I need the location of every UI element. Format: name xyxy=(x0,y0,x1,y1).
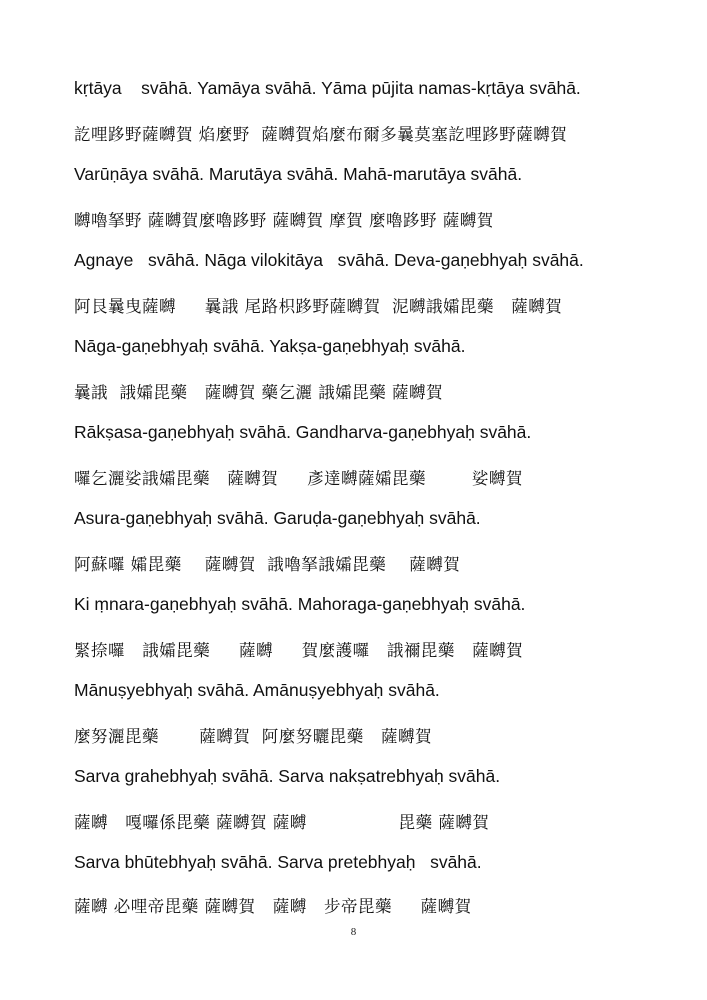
text-line-chinese: 薩嚩 必哩帝毘藥 薩嚩賀 薩嚩 步帝毘藥 薩嚩賀 xyxy=(74,897,472,916)
text-line-chinese: 薩嚩 嘎囉係毘藥 薩嚩賀 薩嚩 毘藥 薩嚩賀 xyxy=(74,813,490,832)
text-line-romanized: Rākṣasa-gaṇebhyaḥ svāhā. Gandharva-gaṇebhyaḥ svāhā. xyxy=(74,422,532,442)
text-line-chinese: 嚩嚕拏野 薩嚩賀麼嚕跢野 薩嚩賀 摩賀 麼嚕跢野 薩嚩賀 xyxy=(74,211,494,230)
text-line-romanized: Agnaye svāhā. Nāga vilokitāya svāhā. Deva-gaṇebhyaḥ svāhā. xyxy=(74,250,584,270)
text-line-chinese: 訖哩跢野薩嚩賀 焰麼野 薩嚩賀焰麼布爾多曩莫塞訖哩跢野薩嚩賀 xyxy=(74,125,568,144)
text-line-chinese: 阿蘇囉 孀毘藥 薩嚩賀 誐嚕拏誐孀毘藥 薩嚩賀 xyxy=(74,555,461,574)
page-number: 8 xyxy=(350,926,357,938)
text-line-romanized: Varūṇāya svāhā. Marutāya svāhā. Mahā-marutāya svāhā. xyxy=(74,164,523,184)
text-line-romanized: Asura-gaṇebhyaḥ svāhā. Garuḍa-gaṇebhyaḥ svāhā. xyxy=(74,508,481,528)
text-line-romanized: Sarva grahebhyaḥ svāhā. Sarva nakṣatrebhyaḥ svāhā. xyxy=(74,766,501,786)
text-line-romanized: Ki ṃnara-gaṇebhyaḥ svāhā. Mahoraga-gaṇebhyaḥ svāhā. xyxy=(74,594,526,614)
text-line-romanized: Sarva bhūtebhyaḥ svāhā. Sarva pretebhyaḥ svāhā. xyxy=(74,852,482,872)
text-line-chinese: 麼努灑毘藥 薩嚩賀 阿麼努曬毘藥 薩嚩賀 xyxy=(74,727,432,746)
text-line-romanized: Nāga-gaṇebhyaḥ svāhā. Yakṣa-gaṇebhyaḥ svāhā. xyxy=(74,336,466,356)
text-line-romanized: Mānuṣyebhyaḥ svāhā. Amānuṣyebhyaḥ svāhā. xyxy=(74,680,440,700)
text-line-chinese: 緊捺囉 誐孀毘藥 薩嚩 賀麼護囉 誐禰毘藥 薩嚩賀 xyxy=(74,641,524,660)
text-line-romanized: kṛtāya svāhā. Yamāya svāhā. Yāma pūjita namas-kṛtāya svāhā. xyxy=(74,78,581,98)
text-line-chinese: 阿艮曩曳薩嚩 曩誐 尾路枳跢野薩嚩賀 泥嚩誐孀毘藥 薩嚩賀 xyxy=(74,297,563,316)
text-line-chinese: 囉乞灑娑誐孀毘藥 薩嚩賀 彥達嚩薩孀毘藥 娑嚩賀 xyxy=(74,469,523,488)
text-line-chinese: 曩誐 誐孀毘藥 薩嚩賀 藥乞灑 誐孀毘藥 薩嚩賀 xyxy=(74,383,443,402)
